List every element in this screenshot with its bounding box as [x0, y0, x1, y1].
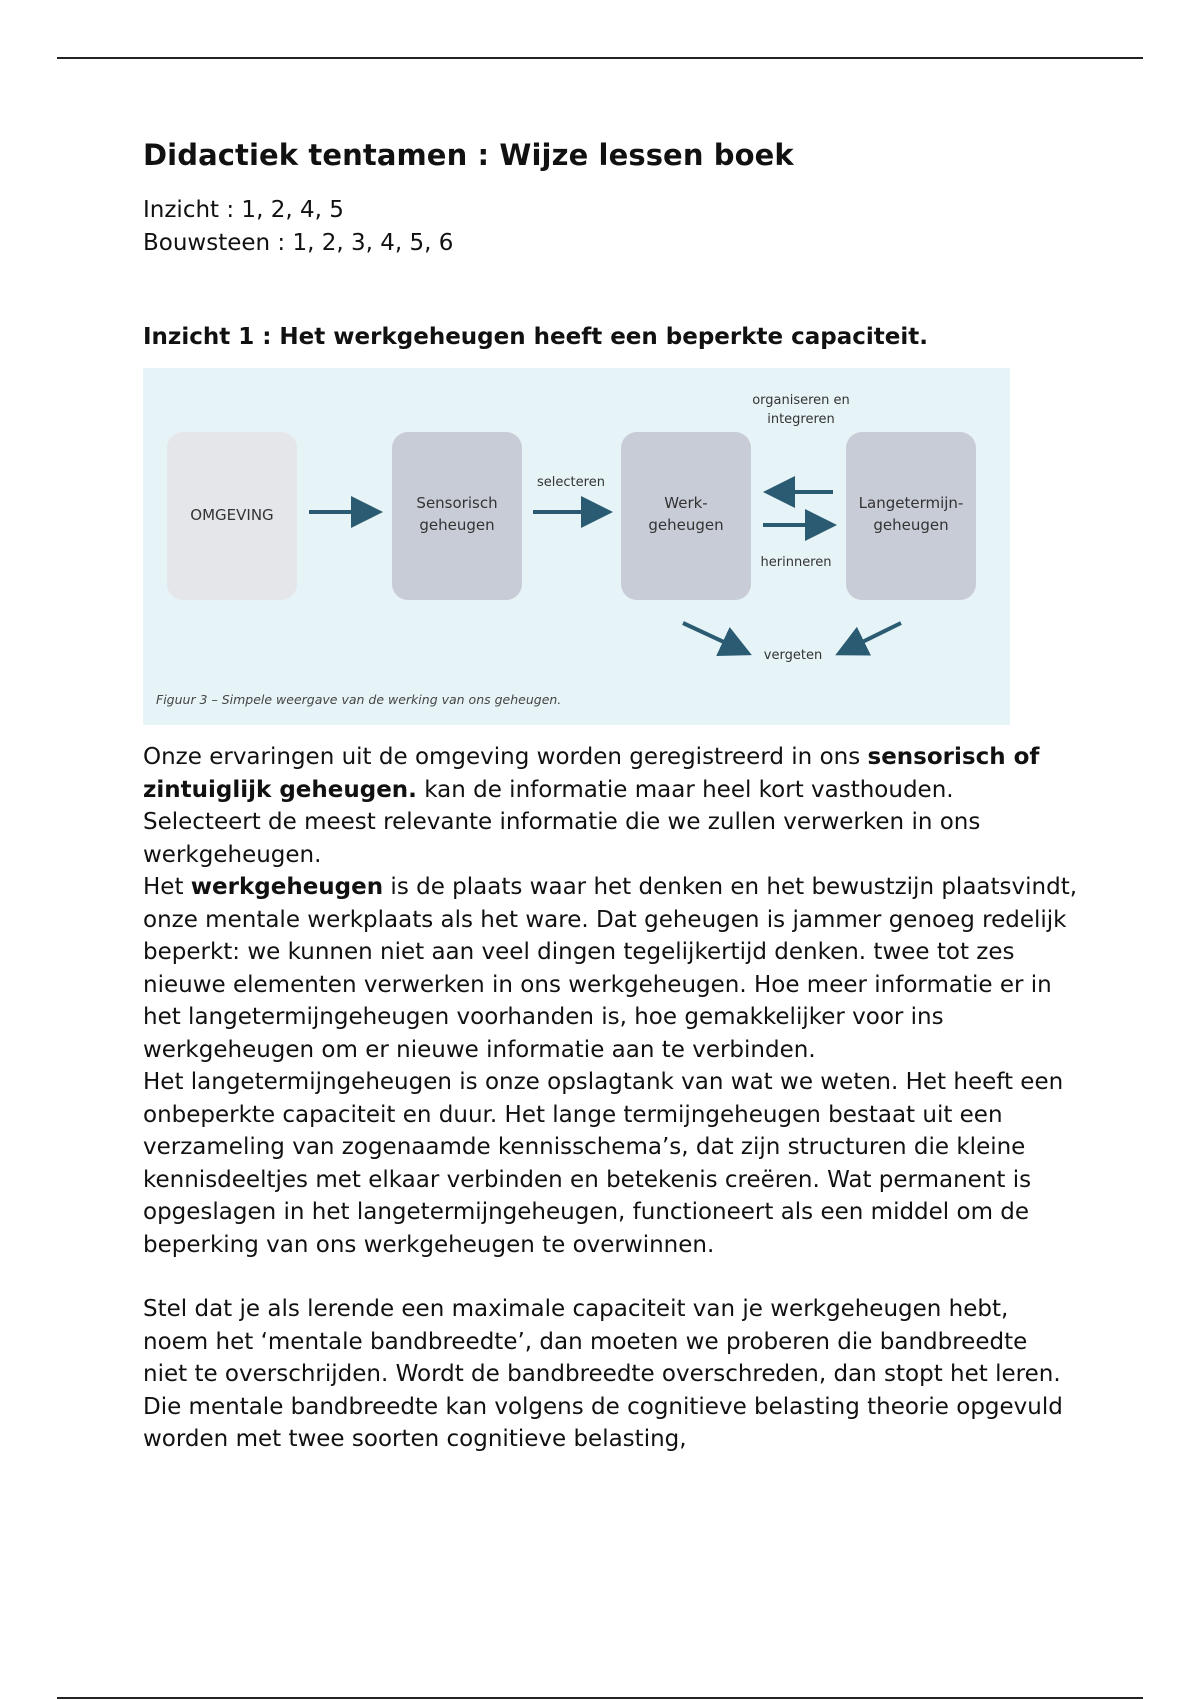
paragraph-bandbreedte: Stel dat je als lerende een maximale capaciteit van je werkgeheugen hebt, noem het ‘mentale bandbreedte’, dan moeten we proberen die bandbreedte niet te overschrijden. Wordt de bandbreedte overschreden, dan stopt het leren. Die mentale bandbreedte kan volgens de cognitieve belasting theorie opgevuld worden met twee soorten cognitieve belasting, — [143, 1296, 1063, 1452]
label-organiseren-2: integreren — [767, 412, 835, 427]
meta-inzicht: Inzicht : 1, 2, 4, 5 — [143, 197, 344, 223]
label-herinneren: herinneren — [760, 555, 832, 570]
box-lange-label-1: Langetermijn- — [858, 494, 964, 512]
paragraph-1-bold: sensorisch of zintuiglijk geheugen. — [143, 744, 1040, 803]
paragraph-2-bold: werkgeheugen — [190, 874, 384, 900]
page-content — [143, 138, 1078, 1456]
box-sensorisch-label-1: Sensorisch — [416, 494, 498, 512]
label-selecteren: selecteren — [537, 475, 605, 490]
paragraph-2-text-b: is de plaats waar het denken en het bewustzijn plaatsvindt, onze mentale werkplaats als het ware. Dat geheugen is jammer genoeg redelijk beperkt: we kunnen niet aan veel dingen tegelijkertijd denken. twee tot zes nieuwe elementen verwerken in ons werkgeheugen. Hoe meer informatie er in het langetermijngeheugen voorhanden is, hoe gemakkelijker voor ins werkgeheugen om er nieuwe informatie aan te verbinden. — [143, 874, 1078, 1063]
figure-caption: Figuur 3 – Simpele weergave van de werking van ons geheugen. — [156, 692, 562, 707]
document-title: Didactiek tentamen : Wijze lessen boek — [143, 138, 794, 172]
label-vergeten: vergeten — [763, 648, 823, 663]
memory-diagram — [143, 368, 1010, 725]
label-organiseren-1: organiseren en — [752, 393, 850, 408]
memory-diagram-svg — [143, 368, 1010, 725]
top-rule — [57, 57, 1143, 59]
body-text — [143, 741, 1078, 1456]
section-heading: Inzicht 1 : Het werkgeheugen heeft een beperkte capaciteit. — [143, 324, 929, 350]
bottom-rule — [57, 1697, 1143, 1699]
box-omgeving-label: OMGEVING — [190, 506, 274, 524]
arrow-vergeten-left — [683, 623, 741, 650]
meta-bouwsteen: Bouwsteen : 1, 2, 3, 4, 5, 6 — [143, 230, 454, 256]
paragraph-sensorisch — [143, 741, 1078, 871]
paragraph-1-text-a: Onze ervaringen uit de omgeving worden geregistreerd in ons — [143, 744, 868, 770]
arrow-vergeten-right — [846, 623, 901, 650]
box-werk-label-2: geheugen — [648, 516, 724, 534]
paragraph-2-text-a: Het — [143, 874, 191, 900]
paragraph-1-text-b: kan de informatie maar heel kort vasthouden. Selecteert de meest relevante informatie die we zullen verwerken in ons werkgeheugen. — [143, 776, 981, 868]
meta-block — [143, 194, 1078, 260]
box-sensorisch-label-2: geheugen — [419, 516, 495, 534]
paragraph-spacer — [143, 1261, 1078, 1293]
box-werk-label-1: Werk- — [664, 494, 708, 512]
box-lange-label-2: geheugen — [873, 516, 949, 534]
paragraph-werkgeheugen — [143, 871, 1078, 1066]
paragraph-langetermijn: Het langetermijngeheugen is onze opslagtank van wat we weten. Het heeft een onbeperkte capaciteit en duur. Het lange termijngeheugen bestaat uit een verzameling van zogenaamde kennisschema’s, dat zijn structuren die kleine kennisdeeltjes met elkaar verbinden en betekenis creëren. Wat permanent is opgeslagen in het langetermijngeheugen, functioneert als een middel om de beperking van ons werkgeheugen te overwinnen. — [143, 1069, 1064, 1258]
